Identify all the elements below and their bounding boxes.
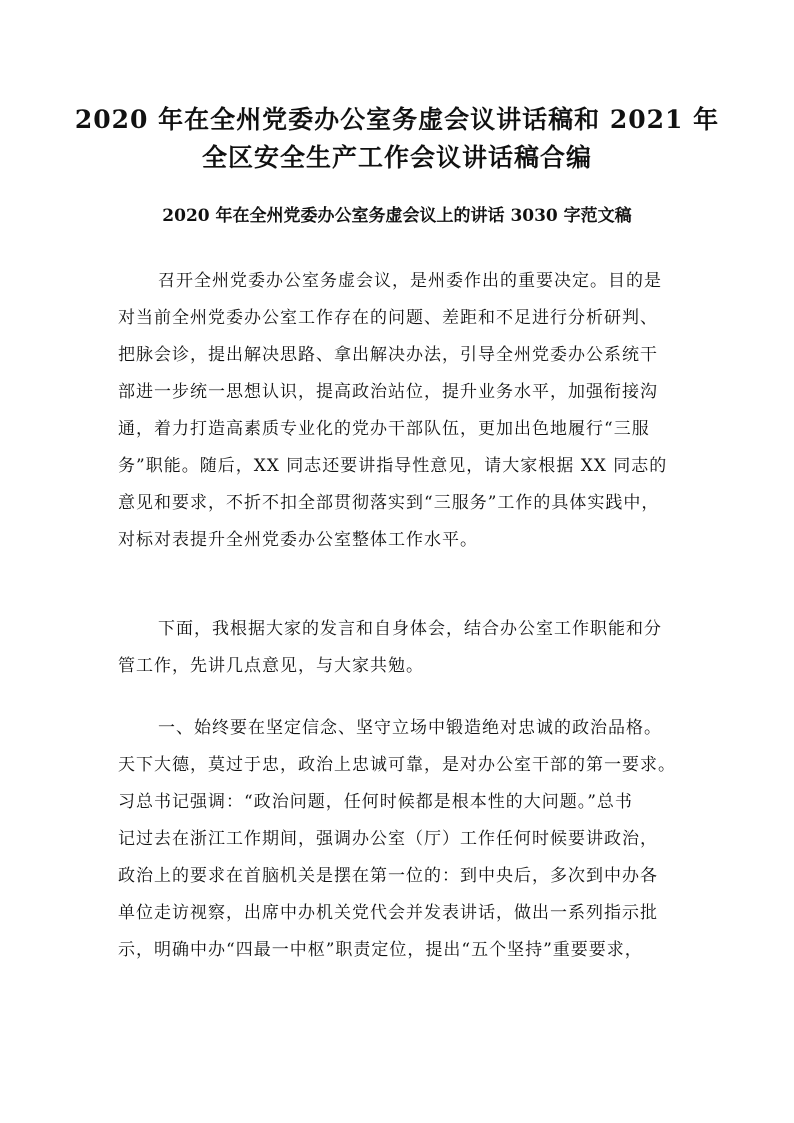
text-line: 示，明确中办“四最一中枢”职责定位，提出“五个坚持”重要要求， <box>118 940 643 960</box>
paragraph-section-one <box>118 710 684 969</box>
text-line: 单位走访视察，出席中办机关党代会并发表讲话，做出一系列指示批 <box>118 903 658 923</box>
text-line: 习总书记强调：“政治问题，任何时候都是根本性的大问题。”总书 <box>118 792 633 812</box>
text-line: 天下大德，莫过于忠，政治上忠诚可靠，是对办公室干部的第一要求。 <box>118 755 676 775</box>
text-line: 召开全州党委办公室务虚会议，是州委作出的重要决定。目的是 <box>158 271 662 291</box>
document-title-line-2: 全区安全生产工作会议讲话稿合编 <box>201 143 592 172</box>
paragraph-transition <box>118 611 684 685</box>
section-title: 2020 年在全州党委办公室务虚会议上的讲话 3030 字范文稿 <box>162 206 632 226</box>
text-line: 对标对表提升全州党委办公室整体工作水平。 <box>118 530 478 550</box>
paragraph-intro <box>118 263 684 559</box>
text-line: 管工作，先讲几点意见，与大家共勉。 <box>118 656 424 676</box>
text-line: 对当前全州党委办公室工作存在的问题、差距和不足进行分析研判、 <box>118 308 658 328</box>
text-line: 记过去在浙江工作期间，强调办公室（厅）工作任何时候要讲政治， <box>118 829 658 849</box>
text-line: 把脉会诊，提出解决思路、拿出解决办法，引导全州党委办公系统干 <box>118 345 658 365</box>
text-line: 务”职能。随后，XX 同志还要讲指导性意见，请大家根据 XX 同志的 <box>118 456 668 476</box>
text-line: 通，着力打造高素质专业化的党办干部队伍，更加出色地履行“三服 <box>118 419 650 439</box>
text-line: 下面，我根据大家的发言和自身体会，结合办公室工作职能和分 <box>158 619 662 639</box>
text-line: 部进一步统一思想认识，提高政治站位，提升业务水平，加强衔接沟 <box>118 382 658 402</box>
text-line: 政治上的要求在首脑机关是摆在第一位的：到中央后，多次到中办各 <box>118 866 658 886</box>
text-line: 意见和要求，不折不扣全部贯彻落实到“三服务”工作的具体实践中， <box>118 493 660 513</box>
text-line: 一、始终要在坚定信念、坚守立场中锻造绝对忠诚的政治品格。 <box>158 718 662 738</box>
document-title-line-1: 2020 年在全州党委办公室务虚会议讲话稿和 2021 年 <box>74 105 720 134</box>
